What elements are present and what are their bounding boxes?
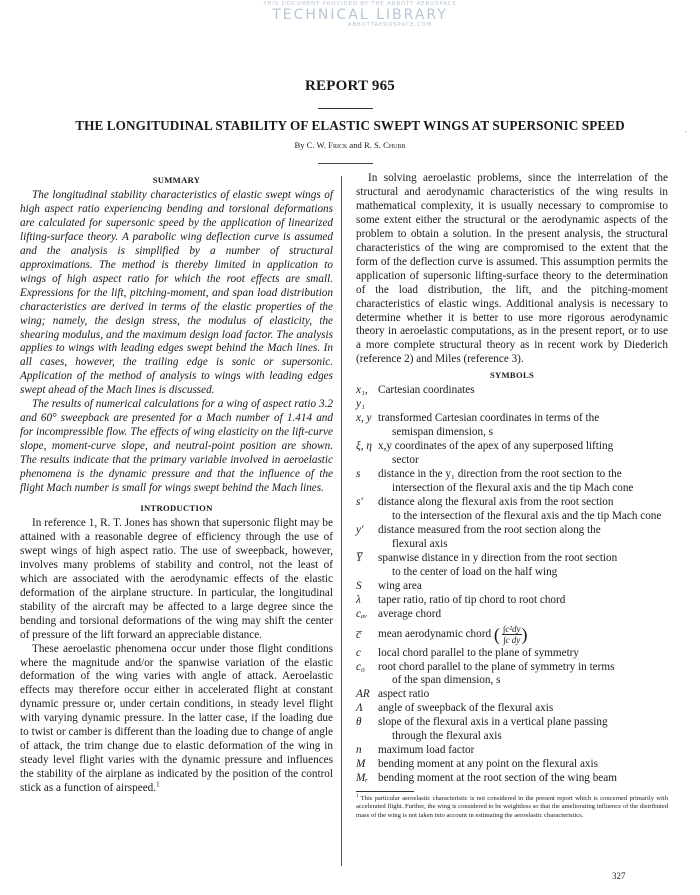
symbol-row: [356, 524, 668, 552]
symbol-row: [356, 716, 668, 744]
author-1: C. W. Frick: [306, 140, 348, 150]
watermark-main: TECHNICAL LIBRARY: [272, 7, 448, 23]
symbol-definition-text: angle of sweepback of the flexural axis: [378, 702, 554, 715]
paren-open: (: [493, 624, 500, 645]
introduction-paragraph-2: [20, 643, 333, 796]
symbol-row: [356, 758, 668, 772]
footnote: [356, 795, 668, 820]
author-2: R. S. Chubb: [364, 140, 406, 150]
symbol-row: [356, 608, 668, 622]
symbol-key: AR: [356, 688, 370, 701]
symbol-key: y′: [356, 523, 364, 536]
watermark-url: ABBOTTAEROSPACE.COM: [347, 22, 433, 28]
symbol-definition: [378, 744, 668, 758]
symbol-definition: [378, 580, 668, 594]
symbol-definition-cont: intersection of the flexural axis and the tip Mach cone: [392, 482, 634, 495]
symbol-key: Y̅: [356, 551, 363, 564]
symbol-key: s′: [356, 495, 363, 508]
symbol-key: Mᵣ: [356, 772, 369, 785]
symbol-definition: [378, 468, 668, 496]
symbol-definition-text: local chord parallel to the plane of symmetry: [378, 646, 579, 659]
symbol-row: [356, 647, 668, 661]
symbol-definition-text: distance in the y₁ direction from the root section to the: [378, 468, 622, 481]
summary-paragraph-2: The results of numerical calculations for a wing of aspect ratio 3.2 and 60° sweepback are presented for a Mach number of 1.414 and for incompressible flow. The effects of wing elasticity on the lift-curve slope, moment-curve slope, and neutral-point position are shown. The results indicate that the primary variable involved in aeroelastic phenomena is the dynamic pressure and that the influence of the flight Mach number is small for wings swept behind the Mach lines.: [20, 398, 333, 495]
summary-heading: SUMMARY: [152, 175, 201, 185]
symbol-row: [356, 384, 668, 412]
symbol-definition: [378, 702, 668, 716]
symbol-row: [356, 702, 668, 716]
symbol-key: x, y: [356, 412, 372, 425]
symbol-definition-text: bending moment at any point on the flexural axis: [378, 758, 598, 771]
symbol-definition-cont: semispan dimension, s: [392, 426, 493, 439]
symbol-definition: [378, 524, 668, 552]
footnote-text: This particular aeroelastic characteristic is not considered in the present report which is concerned primarily with accelerated flight. Further, the wing is considered to be weightless so that the ameliorating influence of the distributed mass of the wing is not taken into account in estimating the aeroelastic characteristics.: [356, 795, 668, 819]
paren-close: ): [521, 624, 528, 645]
scan-mark: -: [685, 128, 688, 136]
introduction-section: [20, 502, 333, 796]
symbol-definition-text: spanwise distance in y direction from the root section: [378, 551, 618, 564]
left-column: [20, 172, 333, 796]
symbol-definition-text: aspect ratio: [378, 688, 430, 701]
symbol-key: c: [356, 646, 361, 659]
symbol-definition: [378, 384, 668, 398]
fraction-numerator: ∫c²dy: [502, 623, 521, 634]
footnote-rule: [356, 791, 414, 792]
symbol-row: [356, 412, 668, 440]
symbol-row: [356, 594, 668, 608]
symbols-section: [356, 369, 668, 786]
symbol-row: [356, 496, 668, 524]
symbol-definition-cont: flexural axis: [392, 537, 448, 550]
authors-prefix: By: [294, 140, 307, 150]
symbol-row: [356, 580, 668, 594]
symbol-definition-cont: through the flexural axis: [392, 730, 502, 743]
introduction-paragraph-3: In solving aeroelastic problems, since the interrelation of the structural and aerodynamic characteristics of the wing results in mathematical complexity, it is usually necessary to compromise to some extent either the structural or the aerodynamic aspects of the problem to obtain a solution. In the present analysis, the structural characteristics of the wing are compromised to the extent that the form of the deflection curve is assumed. This assumption permits the application of supersonic lifting-surface theory to the determination of the load distribution, the lift, and the pitching-moment characteristics of elastic wings. Additional analysis is necessary to determine whether it is better to use more rigorous aerodynamic theory in aeroelastic computations, as in the present report, or to use a more complete structural theory as in recent work by Diederich (reference 2) and Miles (reference 3).: [356, 172, 668, 366]
symbol-definition-cont: sector: [392, 454, 419, 467]
symbol-definition-cont: of the span dimension, s: [392, 674, 501, 687]
symbol-key: λ: [356, 593, 361, 606]
symbol-definition-text: maximum load factor: [378, 744, 475, 757]
header-rule: [318, 163, 373, 164]
symbol-definition: [378, 624, 668, 645]
symbol-definition-text: distance measured from the root section along the: [378, 523, 601, 536]
symbol-row: [356, 552, 668, 580]
introduction-paragraph-2-text: These aeroelastic phenomena occur under those flight conditions where the magnitude and/or the spanwise variation of the elastic deformation of the wing varies with angle of attack. Aeroelastic effects may therefore occur either in accelerated flight at constant dynamic pressure or, under certain conditions, in steady level flight with varying dynamic pressure. In the latter case, if the loading due to twist or camber is different than the loading due to change of angle of attack, the trim change due to elastic deformation of the wing in steady level flight varies with the dynamic pressure and influences the stability of the airplane as indicated by the position of the control stick as a function of airspeed.: [20, 642, 333, 795]
symbol-definition: [378, 496, 668, 524]
summary-section: [20, 174, 333, 496]
symbol-key: Λ: [356, 702, 363, 715]
footnote-ref[interactable]: 1: [156, 780, 160, 789]
symbol-definition: [378, 647, 668, 661]
symbol-row: [356, 772, 668, 786]
symbol-definition-text: mean aerodynamic chord: [378, 627, 492, 640]
symbol-key: c̅: [356, 628, 361, 641]
symbol-key: cₐᵥ: [356, 607, 368, 620]
symbol-definition: [378, 661, 668, 689]
watermark-top-line: THIS DOCUMENT PROVIDED BY THE ABBOTT AEROSPACE: [263, 1, 457, 7]
symbol-key: ξ, η: [356, 440, 372, 453]
symbol-definition-text: distance along the flexural axis from the root section: [378, 495, 614, 508]
report-number: REPORT 965: [305, 78, 395, 94]
title-divider: [318, 108, 373, 109]
symbol-key: S: [356, 579, 362, 592]
symbol-key: x₁, y₁: [356, 384, 368, 411]
symbol-row: [356, 744, 668, 758]
footnote-marker: 1: [356, 793, 359, 799]
introduction-heading: INTRODUCTION: [140, 502, 213, 513]
introduction-paragraph-1: In reference 1, R. T. Jones has shown that supersonic flight may be attained with a reasonable degree of efficiency through the use of swept wings of high aspect ratio. The use of sweepback, however, involves many problems of stability and control, not the least of which are associated with the aerodynamic effects of the elastic deformation of the airplane structure. In particular, the longitudinal stability of the aircraft may be affected to a large degree since the bending and torsional deformations of the wing may shift the center of pressure of the lift forward an appreciable distance.: [20, 516, 333, 641]
introduction-continued: [356, 172, 668, 367]
symbol-definition-text: slope of the flexural axis in a vertical plane passing: [378, 716, 608, 729]
symbols-heading: SYMBOLS: [489, 370, 535, 381]
page-number: 327: [612, 871, 626, 881]
symbol-key: s: [356, 468, 361, 481]
symbol-definition: [378, 552, 668, 580]
symbol-definition-text: taper ratio, ratio of tip chord to root chord: [378, 593, 566, 606]
symbol-definition: [378, 758, 668, 772]
symbol-row: [356, 624, 668, 645]
symbol-definition: [378, 412, 668, 440]
symbol-definition: [378, 772, 668, 786]
symbol-key: M: [356, 758, 366, 771]
symbol-definition-text: Cartesian coordinates: [378, 384, 475, 397]
symbol-definition-text: wing area: [378, 579, 422, 592]
column-divider: [341, 176, 342, 866]
page-title: THE LONGITUDINAL STABILITY OF ELASTIC SWEPT WINGS AT SUPERSONIC SPEED: [75, 118, 625, 133]
right-column: [356, 172, 668, 820]
symbol-definition: [378, 608, 668, 622]
fraction-denominator: ∫c dy: [503, 634, 521, 645]
symbol-key: θ: [356, 716, 362, 729]
authors-line: [0, 140, 700, 150]
symbol-definition: [378, 716, 668, 744]
symbol-definition: [378, 688, 668, 702]
symbol-definition: [378, 594, 668, 608]
symbol-row: [356, 688, 668, 702]
symbol-key: c₀: [356, 660, 365, 673]
symbol-row: [356, 468, 668, 496]
symbol-definition-text: average chord: [378, 607, 442, 620]
abbott-watermark: [240, 0, 480, 34]
summary-paragraph-1: The longitudinal stability characteristics of elastic swept wings of high aspect ratio experiencing bending and torsional deformations are calculated for supersonic speed by the application of linearized lifting-surface theory. A parabolic wing deflection curve is assumed and the analysis is simplified by a number of structural approximations. The method is thereby limited in application to wings of high aspect ratio for which the root effects are small. Expressions for the lift, pitching-moment, and span load distribution characteristics are derived in terms of the elastic properties of the wing; namely, the design stress, the modulus of elasticity, the shearing modulus, and the maximum design load factor. The analysis applies to wings with leading edges swept behind the Mach lines. In all cases, however, the trailing edge is sonic or supersonic. Application of the method of analysis to wings with leading edges swept ahead of the Mach lines is discussed.: [20, 189, 333, 397]
mac-fraction: [502, 624, 522, 645]
symbol-definition-text: bending moment at the root section of the wing beam: [378, 772, 617, 785]
symbol-row: [356, 661, 668, 689]
symbol-definition-text: transformed Cartesian coordinates in terms of the: [378, 412, 600, 425]
symbol-definition-cont: to the center of load on the half wing: [392, 565, 558, 578]
symbol-definition-text: root chord parallel to the plane of symmetry in terms: [378, 660, 615, 673]
symbol-row: [356, 440, 668, 468]
symbol-definition: [378, 440, 668, 468]
symbol-definition-text: x,y coordinates of the apex of any superposed lifting: [378, 440, 614, 453]
symbol-definition-cont: to the intersection of the flexural axis and the tip Mach cone: [392, 509, 662, 522]
symbol-key: n: [356, 744, 362, 757]
authors-and: and: [347, 140, 364, 150]
